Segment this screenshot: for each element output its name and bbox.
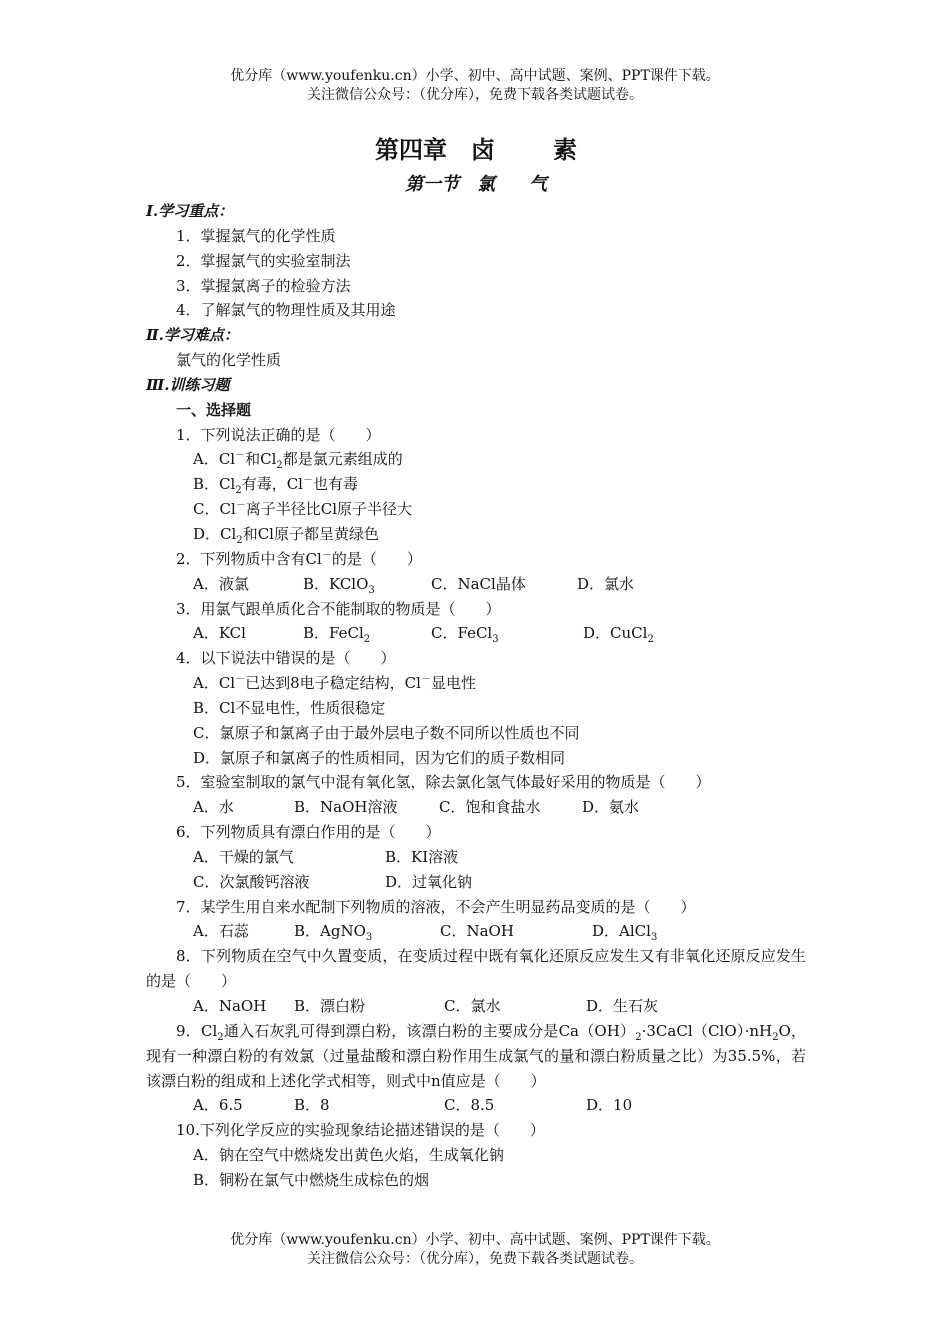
focus-heading: Ⅰ.学习重点： [146, 202, 234, 220]
question-6-options [146, 845, 806, 870]
section-title: 第一节 氯 气 [405, 174, 547, 195]
option-d: D．氯水 [577, 574, 635, 593]
option-d: D．10 [586, 1096, 633, 1115]
question-4-option-a: A．Cl－已达到8电子稳定结构，Cl－显电性 [193, 674, 476, 693]
option-d: D．氨水 [582, 798, 640, 817]
option-a: A．干燥的氯气 [193, 847, 294, 866]
question-9-stem: 9．$Cl_2$通入石灰乳可得到漂白粉，该漂白粉的主要成分是$Ca(OH)_2\cdot 3CaCl(ClO)\cdot nH_2O$，现有一种漂白粉的有效氯（过量盐酸和漂白粉作用生成氯气的量和漂白粉质量之比）为35.5%，若该漂白粉的组成和上述化学式相等，则式中n值应是（ ） [146, 1021, 806, 1090]
option-c: C．NaCl晶体 [431, 574, 526, 593]
option-a: A．6.5 [193, 1096, 243, 1115]
option-c: C．氯水 [444, 997, 501, 1015]
option-d: D．CuCl$_2$ [583, 624, 654, 646]
question-1-option-c: C．Cl－离子半径比Cl原子半径大 [193, 500, 413, 519]
question-1-option-d: D．$Cl_2$和Cl原子都呈黄绿色 [193, 524, 379, 546]
footer-line-2: 关注微信公众号：（优分库），免费下载各类试题试卷。 [307, 1251, 643, 1267]
question-5-options [146, 795, 806, 820]
option-c: C．饱和食盐水 [439, 798, 541, 817]
focus-item: 3．掌握氯离子的检验方法 [176, 276, 351, 295]
exercises-subheading: 一、选择题 [176, 400, 252, 419]
question-4-option-b: B．Cl不显电性，性质很稳定 [193, 698, 386, 717]
question-1-stem: 1．下列说法正确的是（ ） [176, 425, 381, 444]
focus-item: 1．掌握氯气的化学性质 [176, 226, 336, 245]
question-8-options [146, 994, 806, 1019]
option-b: B．8 [294, 1096, 330, 1115]
chapter-title: 第四章 卤 素 [375, 136, 577, 164]
question-3-stem: 3．用氯气跟单质化合不能制取的物质是（ ） [176, 599, 501, 618]
option-b: B．AgNO$_3$ [294, 922, 373, 944]
footer-line-1: 优分库（www.youfenku.cn）小学、初中、高中试题、案例、PPT课件下载。 [230, 1232, 720, 1248]
document-body [146, 133, 806, 1193]
focus-item: 2．掌握氯气的实验室制法 [176, 251, 351, 270]
question-1-option-b: B．$Cl_2$有毒，Cl－也有毒 [193, 475, 358, 497]
option-a: A．水 [193, 798, 234, 817]
question-7-stem: 7．某学生用自来水配制下列物质的溶液，不会产生明显药品变质的是（ ） [176, 897, 696, 916]
option-b: B．NaOH溶液 [294, 798, 398, 817]
option-a: A．石蕊 [193, 922, 249, 941]
option-b: B．KI溶液 [385, 847, 459, 866]
option-d: D．AlCl$_3$ [592, 922, 658, 944]
question-4-option-c: C．氯原子和氯离子由于最外层电子数不同所以性质也不同 [193, 723, 580, 742]
option-c: C．8.5 [444, 1096, 495, 1115]
option-c: C．次氯酸钙溶液 [193, 872, 310, 891]
question-4-option-d: D．氯原子和氯离子的性质相同，因为它们的质子数相同 [193, 748, 566, 767]
header-line-2: 关注微信公众号：（优分库），免费下载各类试题试卷。 [307, 87, 643, 103]
option-a: A．液氯 [193, 574, 249, 593]
question-7-options [146, 919, 806, 944]
option-d: D．生石灰 [586, 997, 659, 1015]
option-b: B．FeCl$_2$ [303, 624, 371, 646]
question-2-stem: 2．下列物质中含有Cl－的是（ ） [176, 549, 422, 568]
option-c: C．FeCl$_3$ [431, 624, 499, 646]
question-2-options [146, 572, 806, 597]
difficulty-text: 氯气的化学性质 [176, 351, 282, 370]
question-5-stem: 5．室验室制取的氯气中混有氧化氢，除去氯化氢气体最好采用的物质是（ ） [176, 773, 711, 792]
question-8-stem: 8．下列物质在空气中久置变质，在变质过程中既有氧化还原反应发生又有非氧化还原反应发生的是（ ） [146, 947, 806, 991]
option-a: A．NaOH [193, 997, 267, 1015]
question-9-options [146, 1093, 806, 1118]
question-10-option-b: B．铜粉在氯气中燃烧生成棕色的烟 [193, 1170, 430, 1189]
question-10-option-a: A．钠在空气中燃烧发出黄色火焰，生成氧化钠 [193, 1146, 504, 1165]
focus-item: 4．了解氯气的物理性质及其用途 [176, 301, 396, 320]
option-c: C．NaOH [440, 922, 514, 941]
difficulty-heading: Ⅱ.学习难点： [146, 326, 239, 345]
question-6-stem: 6．下列物质具有漂白作用的是（ ） [176, 823, 441, 842]
option-d: D．过氧化钠 [385, 872, 473, 891]
page-footer [0, 1231, 950, 1269]
option-b: B．KClO$_3$ [303, 574, 375, 596]
question-10-stem: 10.下列化学反应的实验现象结论描述错误的是（ ） [176, 1121, 545, 1140]
question-4-stem: 4．以下说法中错误的是（ ） [176, 649, 396, 668]
option-b: B．漂白粉 [294, 997, 366, 1015]
exercises-heading: Ⅲ.训练习题 [146, 375, 230, 394]
question-6-options-2 [146, 870, 806, 895]
header-line-1: 优分库（www.youfenku.cn）小学、初中、高中试题、案例、PPT课件下载。 [230, 68, 720, 84]
option-a: A．KCl [193, 624, 246, 643]
question-1-option-a: A．Cl－和$Cl_2$都是氯元素组成的 [193, 450, 403, 472]
question-3-options [146, 621, 806, 646]
page-header [0, 67, 950, 105]
